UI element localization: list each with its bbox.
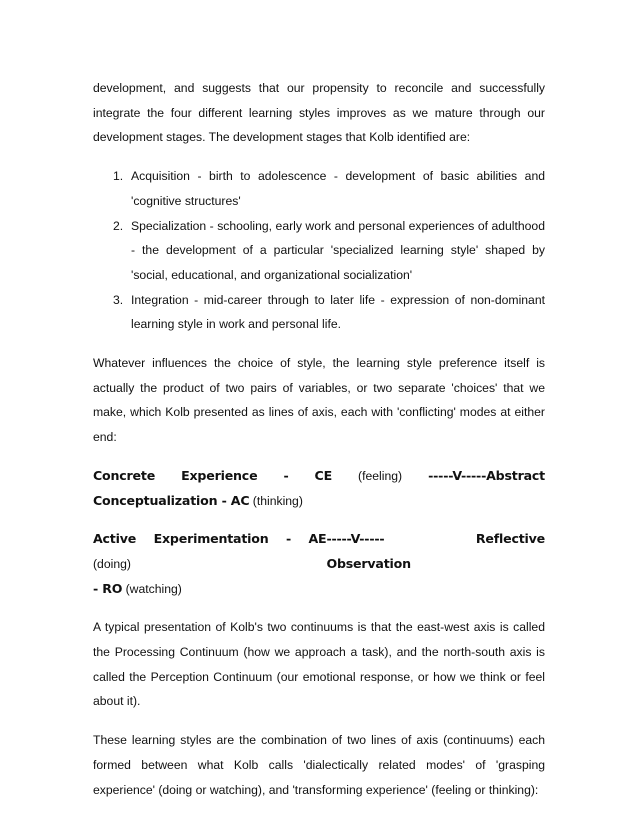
list-item — [93, 164, 545, 213]
variables-paragraph: Whatever influences the choice of style, the learning style preference itself is actually the product of two pairs of variables, or two separate 'choices' that we make, which Kolb presented as lines of axis, each with 'conflicting' modes at either end: — [93, 356, 545, 445]
list-item — [93, 214, 545, 288]
intro-paragraph: development, and suggests that our propensity to reconcile and successfully integrate the four different learning styles improves as we mature through our development stages. The development stages that Kolb identified are: — [93, 81, 545, 145]
axis-term: Concrete — [93, 467, 156, 483]
axis-term: -----V----- Reflective Observation — [326, 531, 545, 571]
continuums-paragraph: A typical presentation of Kolb's two continuums is that the east-west axis is called the Processing Continuum (how we approach a task), and the north-south axis is called the Perception Continuum (our emotional response, or how we think or feel about it). — [93, 620, 545, 709]
document-page — [93, 76, 545, 816]
list-item — [93, 288, 545, 337]
axis-concrete-abstract — [93, 464, 545, 513]
development-stages-list — [93, 164, 545, 337]
list-item-number: 1. — [113, 169, 124, 184]
axis-term: CE — [314, 467, 332, 483]
axis-note: (watching) — [122, 581, 182, 596]
axis-note: (feeling) — [358, 468, 403, 483]
list-item-text: Integration - mid-career through to later life - expression of non-dominant learning style in work and personal life. — [131, 292, 545, 332]
list-item-text: Acquisition - birth to adolescence - development of basic abilities and 'cognitive structures' — [131, 169, 545, 208]
axis-term: -----V-----Abstract — [428, 467, 545, 483]
list-item-number: 3. — [113, 292, 124, 307]
axis-line — [93, 527, 545, 576]
list-item-text: Specialization - schooling, early work and personal experiences of adulthood - the development of a particular 'specialized learning style' shaped by 'social, educational, and organizational socialization' — [131, 218, 545, 282]
axis-term: Experience — [181, 467, 258, 483]
axis-term: - — [283, 467, 289, 483]
styles-paragraph: These learning styles are the combination of two lines of axis (continuums) each formed between what Kolb calls 'dialectically related modes' of 'grasping experience' (doing or watching), and 'transforming experience' (feeling or thinking): — [93, 733, 545, 797]
axis-active-reflective — [93, 527, 545, 601]
axis-note: (thinking) — [249, 493, 303, 508]
axis-line — [93, 577, 545, 602]
axis-term: - RO — [93, 580, 123, 596]
axis-term: Active Experimentation - AE — [93, 531, 327, 547]
axis-note: (doing) — [93, 556, 131, 571]
axis-term: Conceptualization - AC — [93, 492, 250, 508]
axis-line — [93, 464, 545, 489]
axis-line — [93, 489, 545, 514]
list-item-number: 2. — [113, 218, 124, 233]
